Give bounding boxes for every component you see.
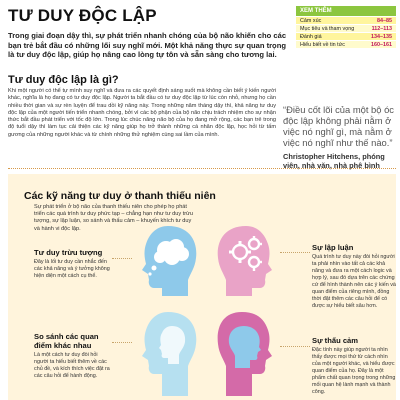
see-also-item[interactable]	[296, 40, 396, 48]
see-also-header: XEM THÊM	[296, 6, 396, 16]
see-also-pages: 112–113	[371, 26, 392, 32]
skill-title: So sánh các quan điểm khác nhau	[34, 332, 99, 350]
connector-line	[112, 258, 132, 259]
quote-author: Christopher Hitchens, phóng viên, nhà văn, nhà phê bình	[283, 152, 385, 171]
see-also-pages: 134–135	[371, 34, 392, 40]
skill-text: Đây là lối tư duy cần nhắc đến các khả năng và ý tưởng không hiện diện một cách cụ thể.	[34, 259, 110, 279]
skill-title: Sự lập luận	[312, 243, 354, 252]
see-also-pages: 84–85	[377, 18, 392, 24]
divider	[8, 168, 396, 169]
see-also-item[interactable]	[296, 32, 396, 40]
skill-empathy	[312, 336, 396, 396]
intro-paragraph: Trong giai đoạn dậy thì, sự phát triển nhanh chóng của bộ não khiến cho các bạn trẻ bắt đầu có những lối suy nghĩ mới. Một khả năng thực sự quan trọng là tư duy độc lập, giúp họ nâng cao lòng tự tôn và sẵn sàng cho tương lai.	[8, 31, 287, 60]
skill-abstract-thinking	[34, 248, 112, 280]
see-also-item[interactable]	[296, 16, 396, 24]
skills-intro: Sự phát triển ở bộ não của thanh thiếu niên cho phép họ phát triển các quá trình tư duy phức tạp – chẳng hạn như tư duy trừu tượng, sự lập luận, so sánh và thấu cảm – khuyến khích tư duy và hành vi độc lập.	[34, 204, 193, 232]
gears-head-icon	[212, 220, 282, 300]
profile-head-icon	[132, 308, 202, 400]
quote-text: “Điều cốt lõi của một bộ óc độc lập không phải nằm ở việc nó nghĩ gì, mà nằm ở việc nó nghĩ như thế nào.”	[283, 104, 394, 148]
skill-text: Đặc tính này giúp người ta nhìn thấy được mọi thứ từ cách nhìn của một người khác, và hiểu được quan điểm của họ. Đây là một phẩm chất quan trọng trong những mối quan hệ lành mạnh và thành công.	[312, 347, 396, 395]
see-also-pages: 160–161	[371, 42, 392, 48]
connector-line	[112, 342, 132, 343]
pull-quote	[283, 104, 396, 170]
see-also-label: Đánh giá	[300, 34, 322, 40]
skill-text: Là một cách tư duy đòi hỏi người ta hiểu biết thêm về các chủ đề, và kích thích việc đặt ra các câu hỏi để hành động.	[34, 352, 110, 379]
skill-text: Quá trình tư duy này đòi hỏi người ta phải nhìn vào tất cả các khả năng và đưa ra một cách logic và hợp lý, sau đó dựa trên các chứng cứ để hình thành nên các ý kiến và quan điểm của riêng mình, đồng thời đặt thêm các câu hỏi để có được sự hiểu biết sâu hơn.	[312, 254, 396, 309]
see-also-box	[296, 6, 396, 48]
skill-comparing-views	[34, 332, 112, 380]
connector-line	[280, 252, 310, 253]
section-body: Khi một người có thể tự mình suy nghĩ và đưa ra các quyết định sáng suốt mà không cần biết ý kiến người khác, nghĩa là họ đang có tư duy độc lập. Người ta bắt đầu có tư duy độc lập từ lúc còn nhỏ, nhưng họ cần nhiều thời gian và sự rèn luyện để trau dồi kỹ năng này. Trong những năm tháng dậy thì, khả năng tư duy độc lập của một người tiến triển nhanh chóng, bởi vì các bộ phận của bộ não chịu trách nhiệm cho sự nhận thức bắt đầu phát triển với tốc độ lớn. Trong lúc chúc năng não bộ của họ đang mở rộng, các bạn trẻ trong độ tuổi dậy thì làm tục cải thiện các kỹ năng giúp họ trở thành những cá nhân độc lập, học hỏi từ tấm gương của những người khác và từ chính những thử nghiệm cùng sai lầm của mình.	[8, 88, 276, 138]
see-also-item[interactable]	[296, 24, 396, 32]
empathy-head-icon	[212, 308, 282, 400]
thought-head-icon	[132, 220, 202, 300]
skill-reasoning	[312, 243, 396, 310]
connector-line	[280, 346, 310, 347]
see-also-label: Cảm xúc	[300, 18, 322, 24]
page-title: TƯ DUY ĐỘC LẬP	[8, 6, 157, 25]
see-also-label: Hiểu biết về tin tức	[300, 42, 345, 48]
see-also-label: Mục tiêu và tham vọng	[300, 26, 355, 32]
skills-heading: Các kỹ năng tư duy ở thanh thiếu niên	[24, 190, 216, 202]
skill-title: Sự thấu cảm	[312, 336, 359, 345]
skill-title: Tư duy trừu tượng	[34, 248, 103, 257]
section-heading: Tư duy độc lập là gì?	[8, 74, 119, 86]
